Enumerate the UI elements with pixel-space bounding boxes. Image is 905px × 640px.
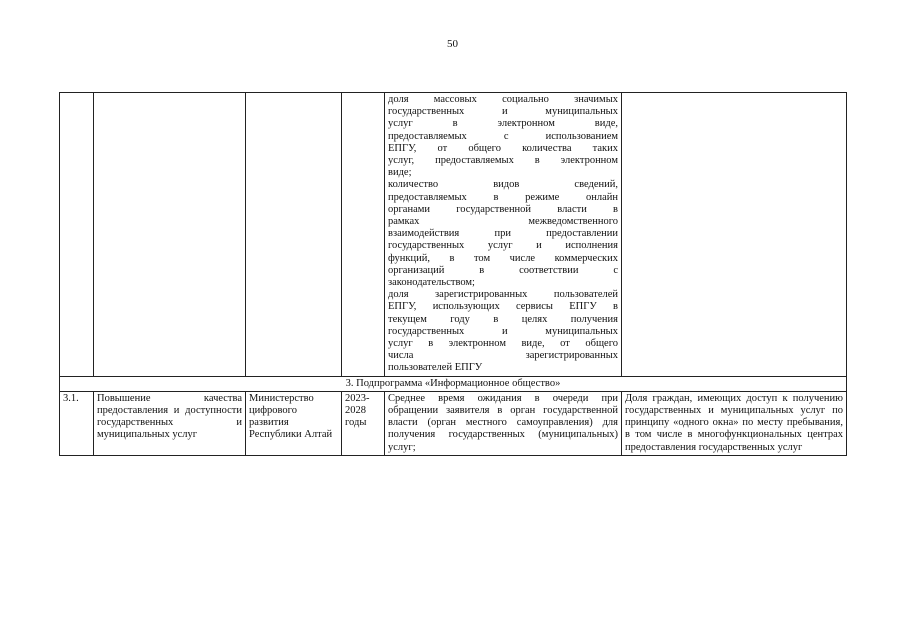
indicator-line: функций, в том числе коммерческих (388, 252, 618, 264)
indicator-line: законодательством; (388, 277, 475, 289)
executor-cell-empty (246, 93, 342, 377)
indicator-line: рамках межведомственного (388, 216, 618, 228)
indicator-line: доля зарегистрированных пользователей (388, 289, 618, 301)
indicator-line: доля массовых социально значимых (388, 94, 618, 105)
indicator-line: услуг в электронном виде, (388, 118, 618, 130)
program-table (59, 92, 847, 456)
indicator-line: услуг в электронном виде, от общего (388, 338, 618, 350)
indicator-line: государственных и муниципальных (388, 106, 618, 118)
table-row (60, 391, 847, 455)
indicator-line: организаций в соответствии с (388, 264, 618, 276)
indicator-line: ЕПГУ, использующих сервисы ЕПГУ в (388, 301, 618, 313)
goal-cell-empty (94, 93, 246, 377)
number-cell-empty (60, 93, 94, 377)
indicator-text: Среднее время ожидания в очереди при обращении заявителя в орган государственной власти (орган местного самоуправления) для получения государственных (муниципальных) услуг; (385, 391, 622, 455)
subprogram-row (60, 376, 847, 391)
indicator-line: предоставляемых с использованием (388, 130, 618, 142)
goal-text: Повышение качества предоставления и доступности государственных и муниципальных услуг (94, 391, 246, 455)
executor-text: Министерство цифрового развития Республики Алтай (246, 391, 342, 455)
related-cell-empty (622, 93, 847, 377)
period-text: 2023-2028 годы (342, 391, 385, 455)
indicator-line: государственных услуг и исполнения (388, 240, 618, 252)
indicator-line: взаимодействия при предоставлении (388, 228, 618, 240)
indicator-line: виде; (388, 167, 412, 179)
indicator-line: ЕПГУ, от общего количества таких (388, 142, 618, 154)
page-number: 50 (447, 38, 458, 50)
subprogram-heading: 3. Подпрограмма «Информационное общество» (60, 376, 847, 391)
indicator-line: органами государственной власти в (388, 203, 618, 215)
indicators-cell (385, 93, 622, 377)
indicator-line: текущем году в целях получения (388, 313, 618, 325)
indicator-line: количество видов сведений, (388, 179, 618, 191)
continuation-row (60, 93, 847, 377)
period-cell-empty (342, 93, 385, 377)
row-number: 3.1. (60, 391, 94, 455)
indicator-line: предоставляемых в режиме онлайн (388, 191, 618, 203)
indicator-line: услуг, предоставляемых в электронном (388, 155, 618, 167)
indicator-line: числа зарегистрированных (388, 350, 618, 362)
related-indicator-text: Доля граждан, имеющих доступ к получению государственных и муниципальных услуг по принципу «одного окна» по месту пребывания, в том числе в многофункциональных центрах предоставления государственных услуг (622, 391, 847, 455)
indicator-line: пользователей ЕПГУ (388, 362, 483, 374)
indicator-line: государственных и муниципальных (388, 325, 618, 337)
